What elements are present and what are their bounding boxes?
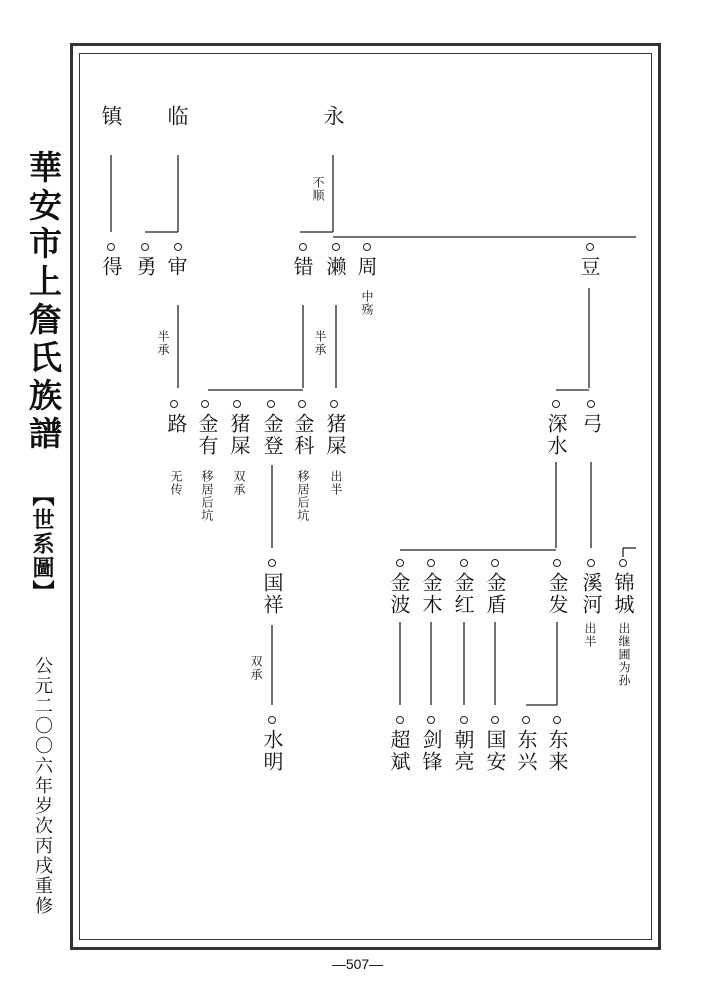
name-jinfa: 金发: [545, 572, 569, 616]
name-de: 得: [99, 256, 123, 278]
note-zhongshang: 中殇: [360, 290, 374, 316]
name-jindun: 金盾: [483, 572, 507, 616]
note-wuchuan: 无传: [169, 470, 183, 496]
node-marker: [460, 716, 468, 724]
node-marker: [491, 716, 499, 724]
note-shuangcheng-1: 双承: [232, 470, 246, 496]
note-chuban-2: 出半: [583, 622, 597, 648]
node-marker: [522, 716, 530, 724]
name-dongxing: 东兴: [514, 729, 538, 773]
node-marker: [233, 400, 241, 408]
node-marker: [298, 400, 306, 408]
node-marker: [553, 559, 561, 567]
name-lin: 临: [165, 105, 189, 128]
node-marker: [396, 559, 404, 567]
name-chaoliang: 朝亮: [451, 729, 475, 773]
name-jinke: 金科: [291, 413, 315, 457]
note-bushun: 不顺: [311, 176, 325, 202]
note-chuji-tuweisun: 出继圃为孙: [617, 622, 631, 687]
node-marker: [299, 243, 307, 251]
name-cuo: 错: [290, 256, 314, 278]
page-number: —507—: [331, 956, 384, 972]
name-xihe: 溪河: [579, 572, 603, 616]
name-jindeng: 金登: [260, 413, 284, 457]
node-marker: [141, 243, 149, 251]
name-shenshui: 深水: [544, 413, 568, 457]
name-jinmu: 金木: [419, 572, 443, 616]
name-jinbo: 金波: [387, 572, 411, 616]
node-marker: [330, 400, 338, 408]
node-marker: [396, 716, 404, 724]
name-guoxiang: 国祥: [260, 572, 284, 616]
name-zhushi-2: 猪屎: [323, 413, 347, 457]
name-zhen: 镇: [99, 105, 123, 128]
name-jianfeng: 剑锋: [419, 729, 443, 773]
name-lu: 路: [164, 413, 188, 435]
note-chuban-1: 出半: [329, 470, 343, 496]
revision-date: 公元二〇〇六年岁次丙戌重修: [32, 656, 53, 916]
name-jincheng: 锦城: [611, 572, 635, 616]
note-yiju-houkeng-2: 移居后坑: [296, 470, 310, 522]
node-marker: [268, 559, 276, 567]
node-marker: [107, 243, 115, 251]
node-marker: [267, 400, 275, 408]
note-yiju-houkeng-1: 移居后坑: [200, 470, 214, 522]
name-chaobin: 超斌: [387, 729, 411, 773]
note-shuangcheng-2: 双承: [249, 655, 263, 681]
name-zhou: 周: [354, 256, 378, 278]
node-marker: [170, 400, 178, 408]
node-marker: [587, 400, 595, 408]
node-marker: [363, 243, 371, 251]
node-marker: [268, 716, 276, 724]
name-jinhong: 金红: [451, 572, 475, 616]
node-marker: [586, 243, 594, 251]
note-bancheng-2: 半承: [313, 330, 327, 356]
node-marker: [174, 243, 182, 251]
node-marker: [587, 559, 595, 567]
book-title: 華安市上詹氏族譜: [24, 150, 63, 454]
section-label: 【世系圖】: [29, 484, 55, 604]
node-marker: [427, 559, 435, 567]
node-marker: [427, 716, 435, 724]
name-yong2: 勇: [133, 256, 157, 278]
name-shuiming: 水明: [260, 729, 284, 773]
name-guoan: 国安: [483, 729, 507, 773]
name-jinyou: 金有: [195, 413, 219, 457]
name-yong: 永: [321, 105, 345, 128]
node-marker: [201, 400, 209, 408]
name-dou: 豆: [577, 256, 601, 278]
node-marker: [619, 559, 627, 567]
node-marker: [553, 716, 561, 724]
node-marker: [491, 559, 499, 567]
name-lai: 濑: [323, 256, 347, 278]
name-shen: 审: [164, 256, 188, 278]
name-gong: 弓: [579, 413, 603, 435]
node-marker: [460, 559, 468, 567]
name-zhushi-1: 猪屎: [227, 413, 251, 457]
name-donglai: 东来: [545, 729, 569, 773]
node-marker: [332, 243, 340, 251]
note-bancheng-1: 半承: [156, 330, 170, 356]
node-marker: [552, 400, 560, 408]
